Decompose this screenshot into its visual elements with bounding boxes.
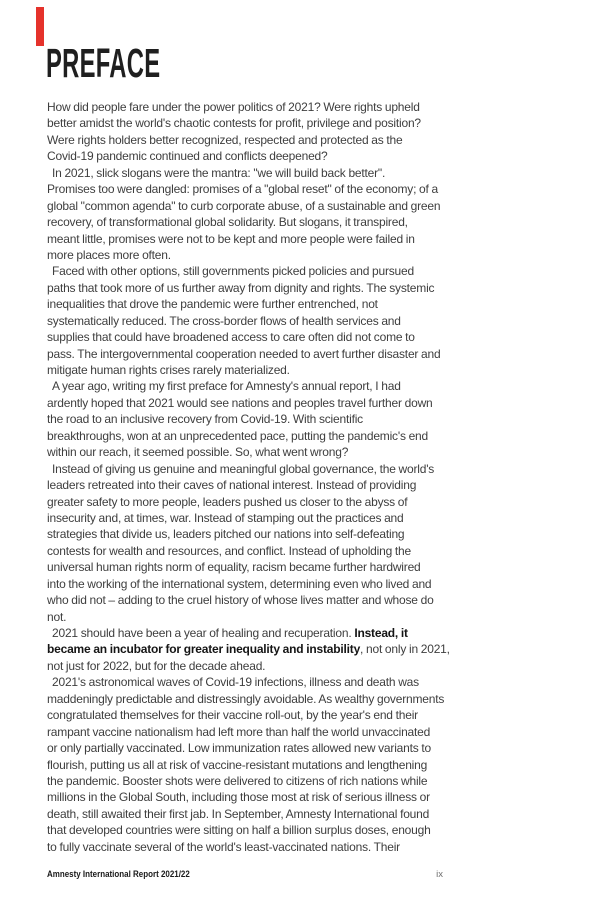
text-line <box>47 625 567 641</box>
paragraph <box>47 674 567 855</box>
text-line: within our reach, it seemed possible. So, what went wrong? <box>47 445 349 460</box>
text-line: to fully vaccinate several of the world's least-vaccinated nations. Their <box>47 839 400 854</box>
text-line: not just for 2022, but for the decade ahead. <box>47 658 266 673</box>
text-line: insecurity and, at times, war. Instead of stamping out the practices and <box>47 510 404 525</box>
red-tab-marker <box>36 7 44 46</box>
text-line: flourish, putting us all at risk of vaccine-resistant mutations and lengthening <box>47 757 428 772</box>
text-line: that developed countries were sitting on half a billion surplus doses, enough <box>47 823 431 838</box>
text-line: or only partially vaccinated. Low immunization rates allowed new variants to <box>47 741 431 756</box>
text-line: Instead of giving us genuine and meaningful global governance, the world's <box>52 461 435 476</box>
text-line: the road to an inclusive recovery from Covid-19. With scientific <box>47 412 363 427</box>
text-line: death, still awaited their first jab. In September, Amnesty International found <box>47 806 430 821</box>
text-line: millions in the Global South, including those most at risk of serious illness or <box>47 790 430 805</box>
bold-emphasis: Instead, it <box>354 626 408 640</box>
page-title: PREFACE <box>46 40 161 86</box>
bold-emphasis: became an incubator for greater inequality and instability <box>47 642 361 657</box>
text-line: congratulated themselves for their vaccine roll-out, by the year's end their <box>47 708 418 723</box>
text-line: meant little, promises were not to be kept and more people were failed in <box>47 231 415 246</box>
text-line: rampant vaccine nationalism had left more than half the world unvaccinated <box>47 724 431 739</box>
paragraph <box>47 378 567 460</box>
text-line: universal human rights norm of equality, racism became further hardwired <box>47 560 421 575</box>
text-line: recovery, of transformational global solidarity. But slogans, it transpired, <box>47 215 408 230</box>
text-line <box>47 641 567 657</box>
text-line: mitigate human rights crises rarely materialized. <box>47 363 290 377</box>
text-run: 2021 should have been a year of healing and recuperation. <box>52 626 355 640</box>
text-line: pass. The intergovernmental cooperation needed to avert further disaster and <box>47 346 441 361</box>
text-line: A year ago, writing my first preface for Amnesty's annual report, I had <box>52 379 401 394</box>
text-line: ardently hoped that 2021 would see nations and peoples travel further down <box>47 395 433 410</box>
text-line: How did people fare under the power politics of 2021? Were rights upheld <box>47 100 420 114</box>
text-line: breakthroughs, won at an unprecedented pace, putting the pandemic's end <box>47 428 429 443</box>
text-line: who did not – adding to the cruel history of whose lives matter and whose do <box>47 593 434 608</box>
text-line: global "common agenda" to curb corporate abuse, of a sustainable and green <box>47 198 441 213</box>
text-line: the pandemic. Booster shots were delivered to citizens of rich nations while <box>47 773 428 788</box>
text-line: inequalities that drove the pandemic were further entrenched, not <box>47 297 378 312</box>
paragraph <box>47 99 567 165</box>
text-line: leaders retreated into their caves of national interest. Instead of providing <box>47 478 417 493</box>
text-line: contests for wealth and resources, and conflict. Instead of upholding the <box>47 543 411 558</box>
footer-report-title: Amnesty International Report 2021/22 <box>47 869 190 880</box>
preface-body <box>47 99 567 855</box>
text-line: better amidst the world's chaotic contests for profit, privilege and position? <box>47 116 421 131</box>
text-line: not. <box>47 609 67 624</box>
text-line: Were rights holders better recognized, respected and protected as the <box>47 132 403 147</box>
text-run: , not only in 2021, <box>360 642 450 657</box>
text-line: supplies that could have broadened access to care often did not come to <box>47 330 415 345</box>
text-line: paths that took more of us further away from dignity and rights. The systemic <box>47 280 435 295</box>
paragraph <box>47 625 567 674</box>
text-line: Promises too were dangled: promises of a "global reset" of the economy; of a <box>47 182 438 197</box>
text-line: Faced with other options, still governments picked policies and pursued <box>52 264 414 279</box>
text-line: Covid-19 pandemic continued and conflicts deepened? <box>47 149 328 164</box>
text-line: systematically reduced. The cross-border flows of health services and <box>47 313 401 328</box>
text-line: 2021's astronomical waves of Covid-19 infections, illness and death was <box>52 675 419 690</box>
text-line: maddeningly predictable and distressingly avoidable. As wealthy governments <box>47 691 445 706</box>
text-line: greater safety to more people, leaders pushed us closer to the abyss of <box>47 494 408 509</box>
text-line: strategies that divide us, leaders pitched our nations into self-defeating <box>47 527 405 542</box>
paragraph <box>47 263 567 378</box>
text-line: In 2021, slick slogans were the mantra: "we will build back better". <box>52 165 386 180</box>
footer-page-number: ix <box>436 869 443 880</box>
paragraph <box>47 461 567 625</box>
text-line: more places more often. <box>47 247 171 262</box>
page-footer <box>47 869 443 880</box>
paragraph <box>47 165 567 264</box>
text-line: into the working of the international system, determining even who lived and <box>47 576 432 591</box>
